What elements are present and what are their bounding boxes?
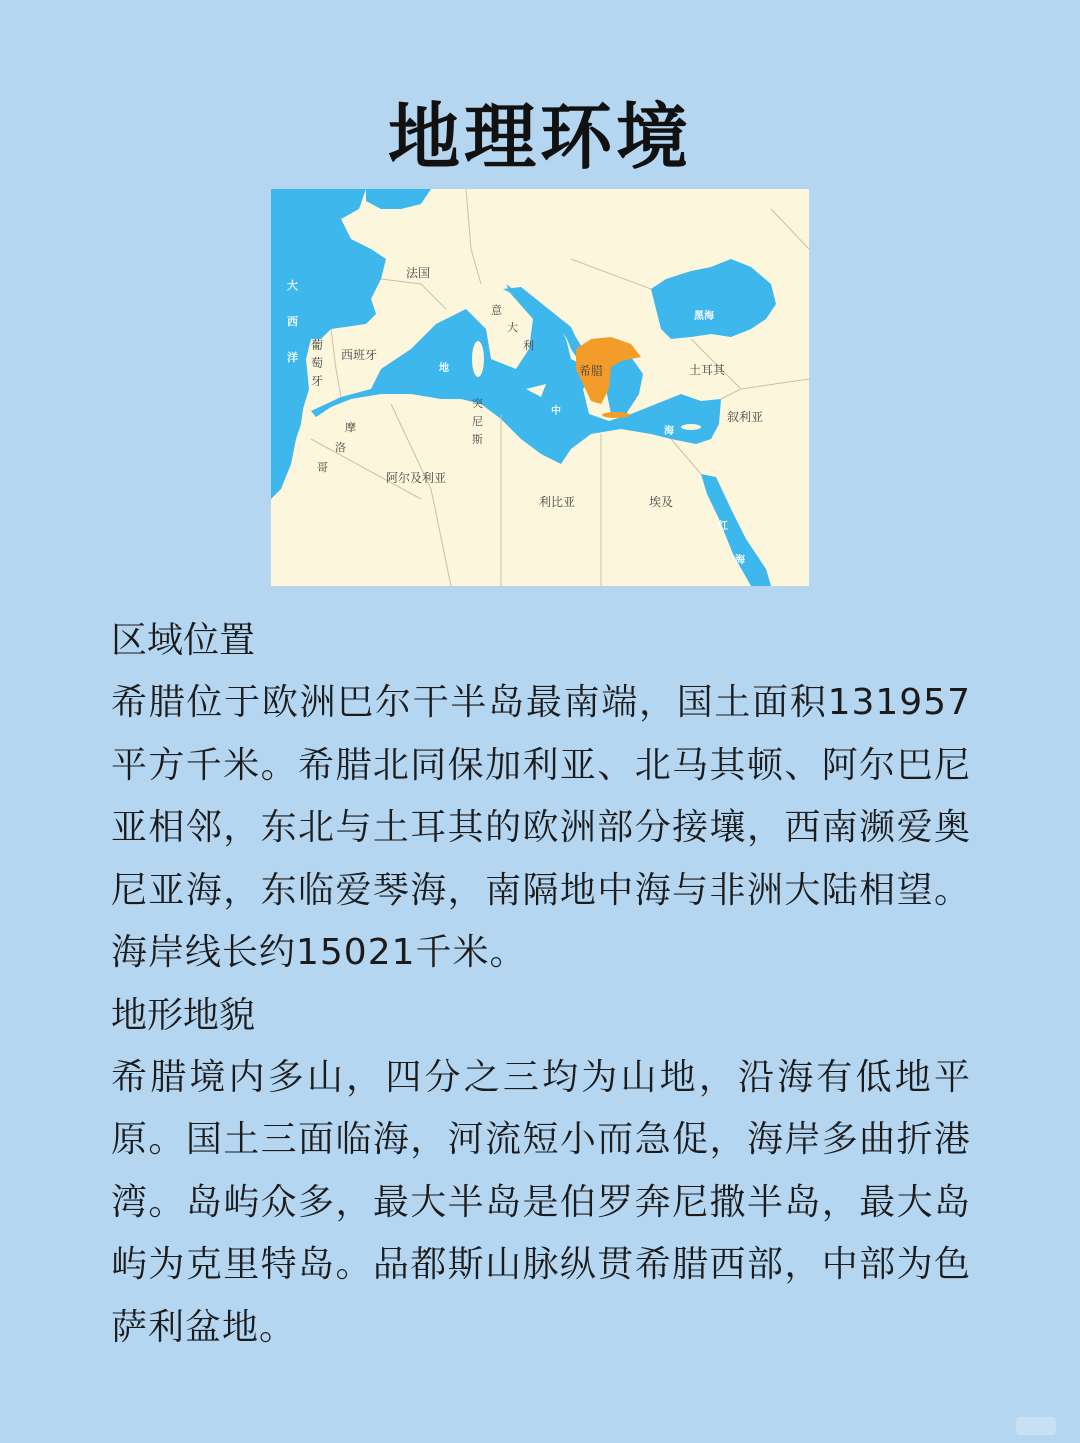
label-egypt: 埃及 [649,495,674,509]
label-portugal-1: 葡 [311,338,324,352]
label-morocco-1: 摩 [345,421,356,434]
label-spain: 西班牙 [341,348,378,362]
label-med-2: 中 [551,406,561,417]
label-med-3: 海 [664,426,674,437]
label-red-sea-2: 海 [735,555,745,566]
label-atlantic-3: 洋 [287,351,298,364]
cyprus [681,424,701,430]
label-italy-1: 意 [491,304,502,317]
label-italy-3: 利 [523,339,534,352]
mediterranean-map [271,189,809,586]
label-morocco-3: 哥 [317,461,328,474]
label-tunisia-2: 尼 [472,415,483,428]
label-black-sea: 黑海 [694,311,714,322]
sardinia [472,341,484,377]
section-body-location: 希腊位于欧洲巴尔干半岛最南端，国土面积131957平方千米。希腊北同保加利亚、北马其顿、阿尔巴尼亚相邻，东北与土耳其的欧洲部分接壤，西南濒爱奥尼亚海，东临爱琴海，南隔地中海与非洲大陆相望。海岸线长约15021千米。 [111,682,971,973]
label-syria: 叙利亚 [727,410,764,424]
label-turkey: 土耳其 [689,363,726,377]
section-heading-location: 区域位置 [111,620,256,661]
content-body [111,610,971,1359]
page-title: 地理环境 [387,95,692,179]
label-morocco-2: 洛 [335,441,346,454]
label-libya: 利比亚 [539,495,576,509]
label-portugal-3: 牙 [311,374,324,388]
label-red-sea-1: 红 [718,521,728,532]
section-body-terrain: 希腊境内多山，四分之三均为山地，沿海有低地平原。国土三面临海，河流短小而急促，海岸多曲折港湾。岛屿众多，最大半岛是伯罗奔尼撒半岛，最大岛屿为克里特岛。品都斯山脉纵贯希腊西部，中部为色萨利盆地。 [111,1056,971,1348]
label-algeria: 阿尔及利亚 [386,471,447,485]
crete-highlight [602,412,630,418]
map-svg [271,189,809,586]
label-italy-2: 大 [507,321,518,334]
watermark-logo [1016,1417,1056,1435]
label-tunisia-3: 斯 [472,433,483,446]
label-med-1: 地 [439,363,449,374]
label-greece: 希腊 [579,364,604,378]
section-heading-terrain: 地形地貌 [111,994,256,1036]
label-atlantic-2: 西 [287,315,298,328]
label-portugal-2: 萄 [311,356,324,370]
label-france: 法国 [406,266,431,280]
label-atlantic-1: 大 [287,279,298,292]
label-tunisia-1: 突 [472,397,483,410]
